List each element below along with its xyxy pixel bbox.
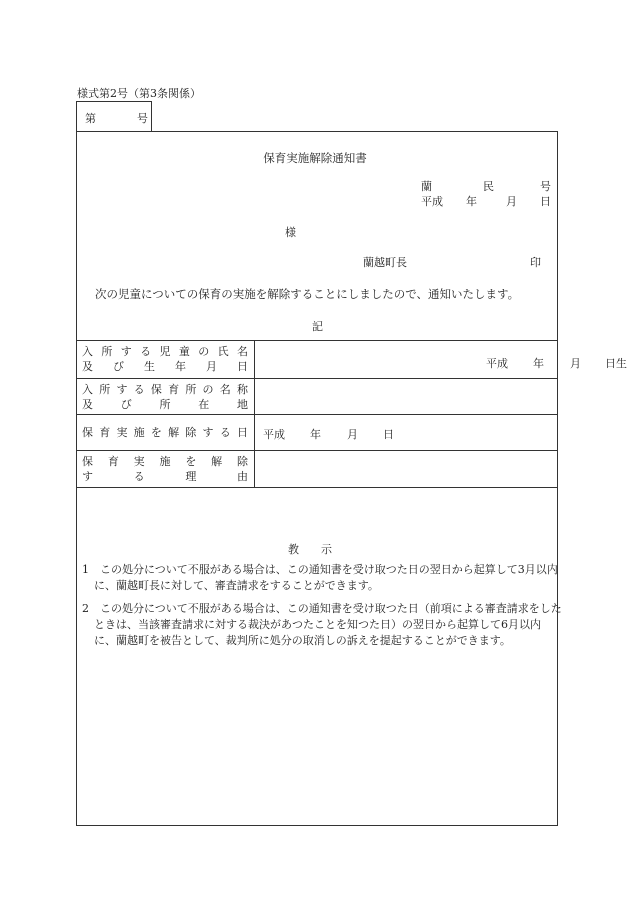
date-era: 平成 xyxy=(421,195,443,208)
table-row-nursery xyxy=(76,379,558,415)
number-go: 号 xyxy=(137,112,148,125)
value-nursery[interactable] xyxy=(255,379,558,414)
table-row-reason xyxy=(76,451,558,488)
value-release-date[interactable]: 平成 年 月 日 xyxy=(263,428,394,441)
date-month: 月 xyxy=(506,195,517,208)
form-label: 様式第2号（第3条関係） xyxy=(77,87,201,100)
ref-ran: 蘭 xyxy=(421,180,432,193)
number-dai: 第 xyxy=(85,112,96,125)
issuer-name: 蘭越町長 xyxy=(363,256,407,269)
addressee-suffix: 様 xyxy=(285,226,296,239)
ki-label: 記 xyxy=(312,320,323,333)
ref-min: 民 xyxy=(483,180,494,193)
value-reason[interactable] xyxy=(255,451,558,487)
label-child-name: 入 所 す る 児 童 の 氏 名 及 び 生 年 月 日 xyxy=(76,341,255,378)
label-reason: 保 育 実 施 を 解 除 す る 理 由 xyxy=(76,451,255,487)
date-day: 日 xyxy=(540,195,551,208)
instruction-item-1: 1 この処分について不服がある場合は、この通知書を受け取つた日の翌日から起算して3月以内に、蘭越町長に対して、審査請求をすることができます。 xyxy=(82,563,558,592)
seal-mark: 印 xyxy=(530,256,541,269)
instruction-heading: 教 示 xyxy=(288,543,332,556)
number-box xyxy=(76,101,152,132)
value-child-name[interactable]: 平成 年 月 日生 xyxy=(486,357,627,370)
date-year: 年 xyxy=(466,195,477,208)
document-title: 保育実施解除通知書 xyxy=(263,151,367,165)
body-text: 次の児童についての保育の実施を解除することにしましたので、通知いたします。 xyxy=(95,287,520,301)
table-row-release-date xyxy=(76,415,558,451)
label-release-date: 保 育 実 施 を 解 除 す る 日 xyxy=(76,415,255,450)
label-nursery: 入 所 す る 保 育 所 の 名 称 及 び 所 在 地 xyxy=(76,379,255,414)
instruction-item-2: 2 この処分について不服がある場合は、この通知書を受け取つた日（前項による審査請求をしたときは、当該審査請求に対する裁決があつたことを知つた日）の翌日から起算して6月以内に、蘭越町を被告として、裁判所に処分の取消しの訴えを提起することができます。 xyxy=(82,602,562,647)
table-row-child-name xyxy=(76,341,627,379)
ref-go: 号 xyxy=(540,180,551,193)
info-table xyxy=(76,340,627,488)
